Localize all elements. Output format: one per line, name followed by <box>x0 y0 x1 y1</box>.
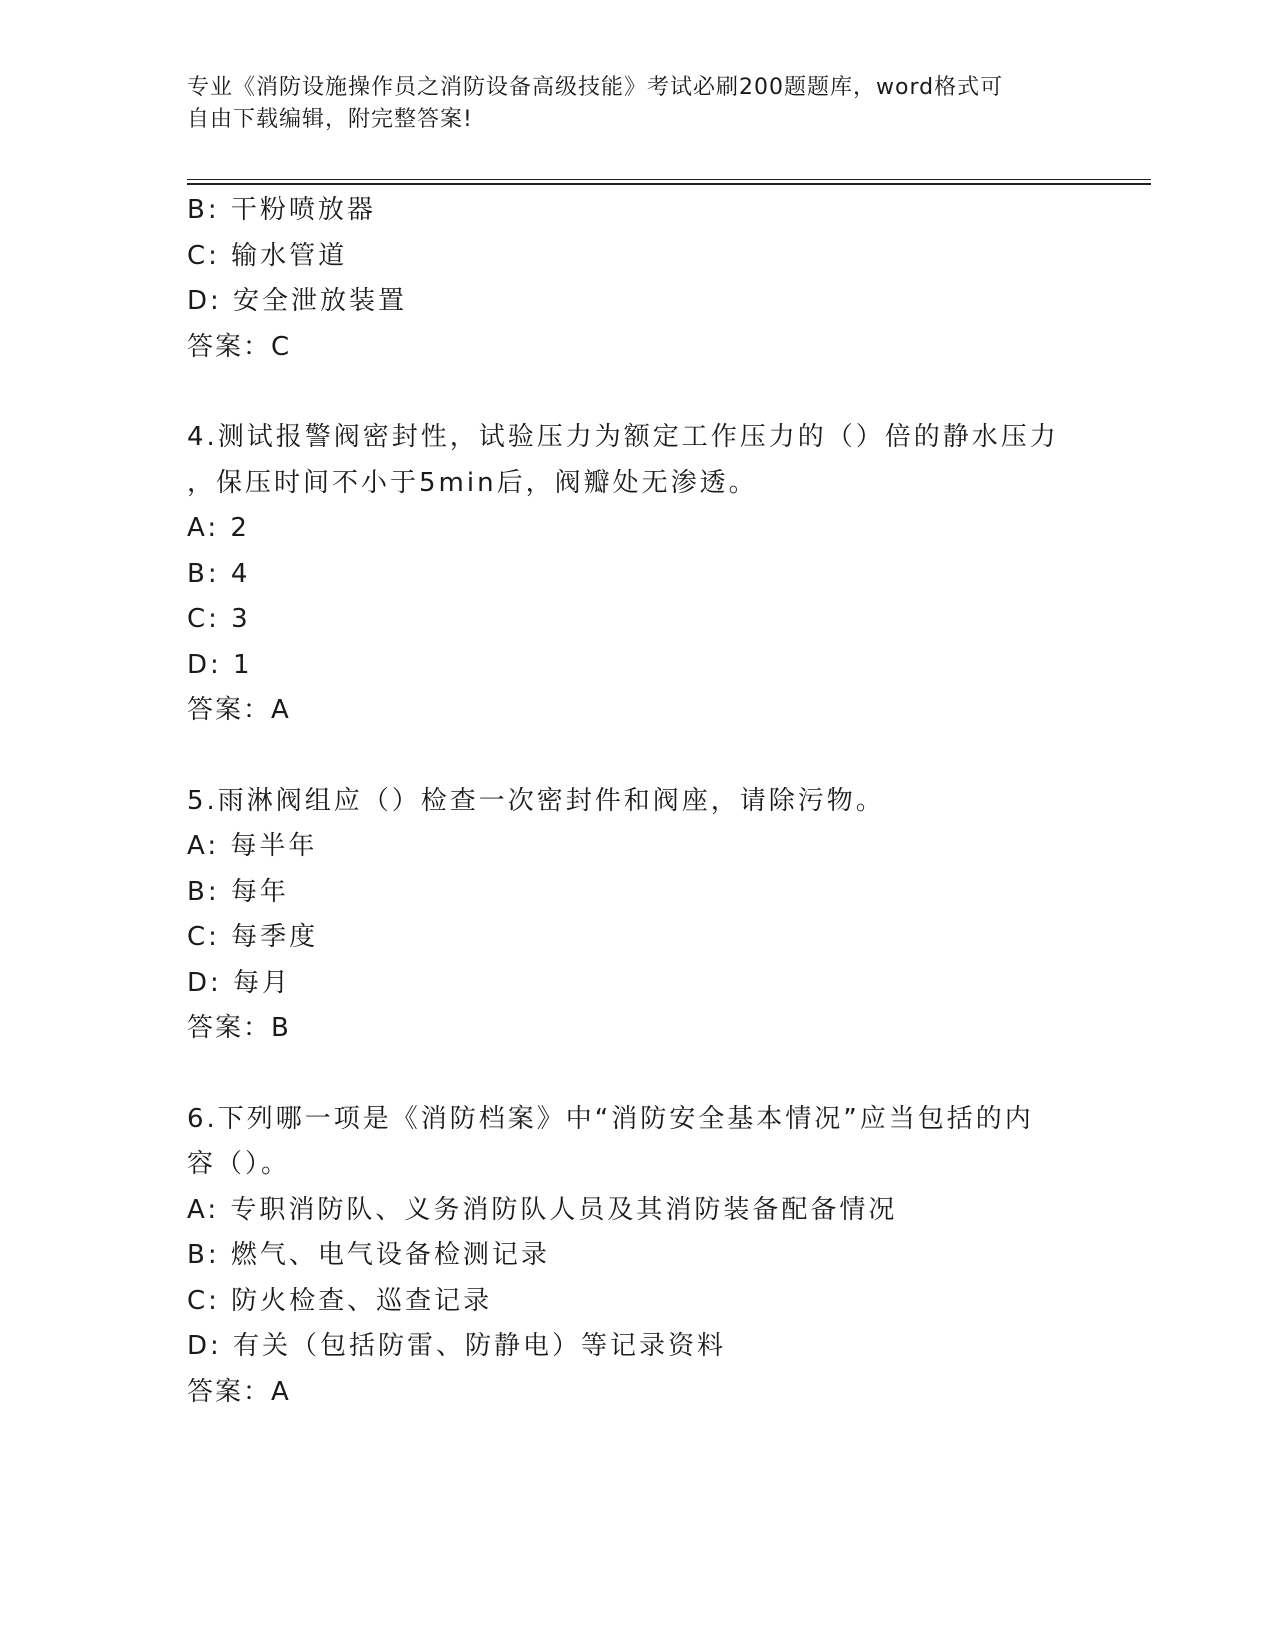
q4-answer: 答案：A <box>187 695 291 725</box>
spacer <box>187 734 1087 779</box>
q3-answer: 答案：C <box>187 331 292 362</box>
q5-stem-line-1: 5.雨淋阀组应（）检查一次密封件和阀座，请除污物。 <box>187 785 885 816</box>
q6-stem-line-2: 容（）。 <box>187 1149 291 1179</box>
q6-stem-line-1: 6.下列哪一项是《消防档案》中“消防安全基本情况”应当包括的内 <box>187 1103 1034 1134</box>
q3-option-b: B: 干粉喷放器 <box>187 195 376 225</box>
q4-stem-line-1: 4.测试报警阀密封性，试验压力为额定工作压力的（）倍的静水压力 <box>187 422 1059 452</box>
header-divider-thick <box>187 183 1151 185</box>
q4-option-a: A: 2 <box>187 513 250 543</box>
question-6 <box>187 1097 1087 1416</box>
q6-option-b: B: 燃气、电气设备检测记录 <box>187 1240 550 1270</box>
spacer <box>187 370 1087 415</box>
q4-option-c: C: 3 <box>187 604 251 634</box>
q4-stem-line-2: ，保压时间不小于5min后，阀瓣处无渗透。 <box>187 467 758 498</box>
q6-option-a: A: 专职消防队、义务消防队人员及其消防装备配备情况 <box>187 1194 898 1225</box>
q4-option-d: D: 1 <box>187 649 253 680</box>
question-list <box>187 188 1087 1415</box>
spacer <box>187 1052 1087 1097</box>
q5-option-b: B: 每年 <box>187 876 289 907</box>
q3-option-d: D: 安全泄放装置 <box>187 286 408 316</box>
q6-answer: 答案：A <box>187 1376 291 1407</box>
q3-option-c: C: 输水管道 <box>187 240 348 271</box>
q4-option-b: B: 4 <box>187 558 251 589</box>
question-4 <box>187 415 1087 734</box>
document-header <box>187 72 1067 136</box>
question-3 <box>187 188 1087 370</box>
q5-answer: 答案：B <box>187 1013 291 1043</box>
q5-option-c: C: 每季度 <box>187 922 319 952</box>
q6-option-d: D: 有关（包括防雷、防静电）等记录资料 <box>187 1331 727 1361</box>
header-divider-thin <box>187 179 1151 180</box>
question-5 <box>187 779 1087 1052</box>
q6-option-c: C: 防火检查、巡查记录 <box>187 1285 493 1316</box>
q5-option-a: A: 每半年 <box>187 831 318 861</box>
header-line-2: 自由下载编辑，附完整答案! <box>187 107 473 132</box>
q5-option-d: D: 每月 <box>187 967 292 998</box>
header-line-1: 专业《消防设施操作员之消防设备高级技能》考试必刷200题题库，word格式可 <box>187 75 1004 100</box>
